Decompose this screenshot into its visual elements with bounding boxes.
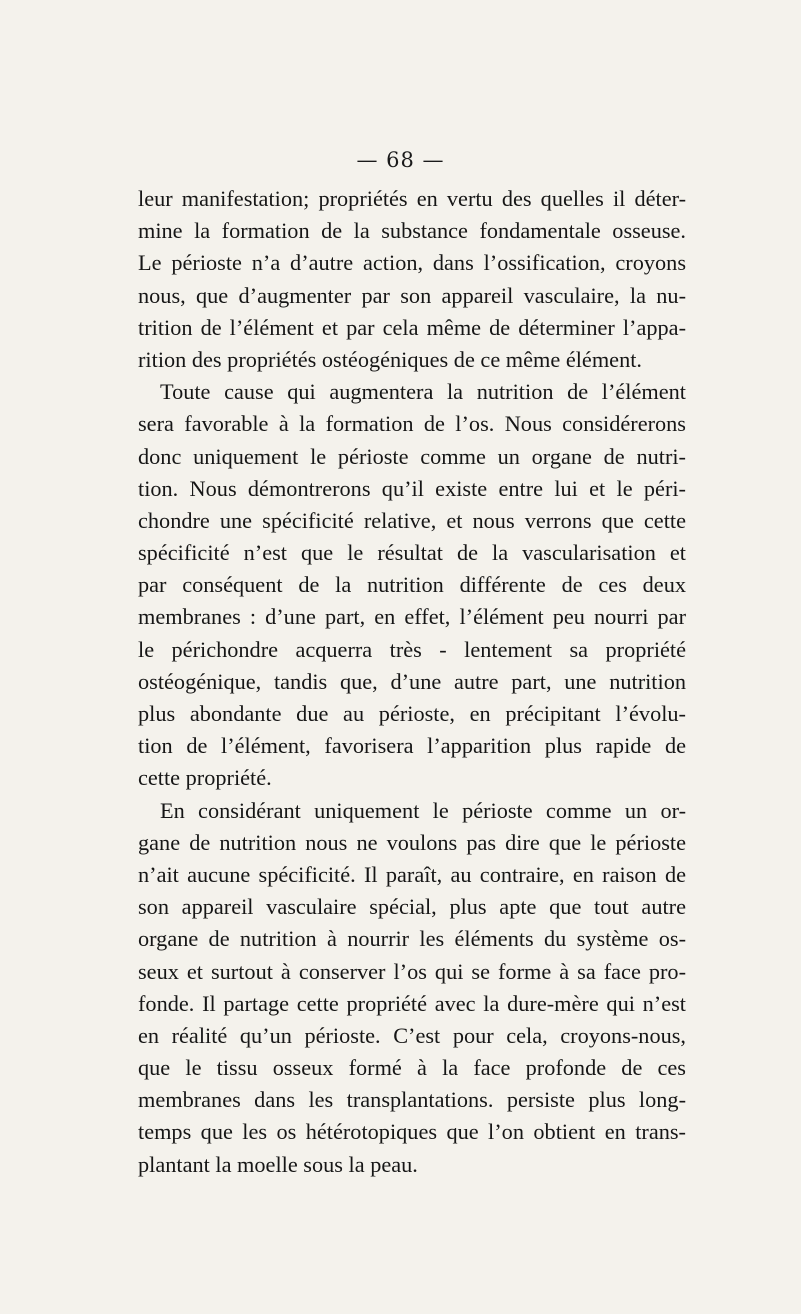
- text-line: fonde. Il partage cette propriété avec la dure-mère qui n’est: [138, 990, 686, 1016]
- text-line: le périchondre acquerra très - lentement sa propriété: [138, 636, 686, 662]
- text-line: tion. Nous démontrerons qu’il existe entre lui et le péri-: [138, 475, 686, 501]
- text-line: trition de l’élément et par cela même de déterminer l’appa-: [138, 314, 686, 340]
- text-line: leur manifestation; propriétés en vertu des quelles il déter-: [138, 186, 686, 211]
- text-line: temps que les os hétérotopiques que l’on obtient en trans-: [138, 1119, 686, 1145]
- text-line: membranes dans les transplantations. persiste plus long-: [138, 1087, 686, 1113]
- text-line: gane de nutrition nous ne voulons pas dire que le périoste: [138, 829, 686, 855]
- text-line: son appareil vasculaire spécial, plus apte que tout autre: [138, 894, 686, 920]
- text-line: Toute cause qui augmentera la nutrition de l’élément: [160, 379, 686, 405]
- text-line: par conséquent de la nutrition différente de ces deux: [138, 572, 686, 598]
- text-line: chondre une spécificité relative, et nous verrons que cette: [138, 507, 686, 533]
- page-number: — 68 —: [356, 148, 445, 172]
- body-text: [138, 183, 686, 1181]
- text-line: plantant la moelle sous la peau.: [138, 1151, 418, 1177]
- text-line: cette propriété.: [138, 765, 272, 791]
- text-line: que le tissu osseux formé à la face profonde de ces: [138, 1055, 686, 1081]
- text-line: seux et surtout à conserver l’os qui se forme à sa face pro-: [138, 958, 686, 984]
- text-line: spécificité n’est que le résultat de la vascularisation et: [138, 540, 686, 566]
- text-line: sera favorable à la formation de l’os. Nous considérerons: [138, 411, 686, 437]
- text-line: donc uniquement le périoste comme un organe de nutri-: [138, 443, 686, 469]
- text-line: mine la formation de la substance fondamentale osseuse.: [138, 218, 686, 244]
- text-line: En considérant uniquement le périoste comme un or-: [160, 797, 686, 823]
- text-line: tion de l’élément, favorisera l’apparition plus rapide de: [138, 733, 686, 759]
- text-line: en réalité qu’un périoste. C’est pour cela, croyons-nous,: [138, 1022, 686, 1048]
- text-line: ostéogénique, tandis que, d’une autre part, une nutrition: [138, 668, 686, 694]
- text-line: plus abondante due au périoste, en précipitant l’évolu-: [138, 701, 686, 726]
- text-line: nous, que d’augmenter par son appareil vasculaire, la nu-: [138, 282, 686, 308]
- text-line: organe de nutrition à nourrir les éléments du système os-: [138, 926, 686, 952]
- text-line: rition des propriétés ostéogéniques de ce même élément.: [138, 346, 642, 372]
- text-line: n’ait aucune spécificité. Il paraît, au contraire, en raison de: [138, 861, 686, 887]
- text-line: membranes : d’une part, en effet, l’élément peu nourri par: [138, 604, 686, 630]
- text-line: Le périoste n’a d’autre action, dans l’ossification, croyons: [138, 250, 686, 276]
